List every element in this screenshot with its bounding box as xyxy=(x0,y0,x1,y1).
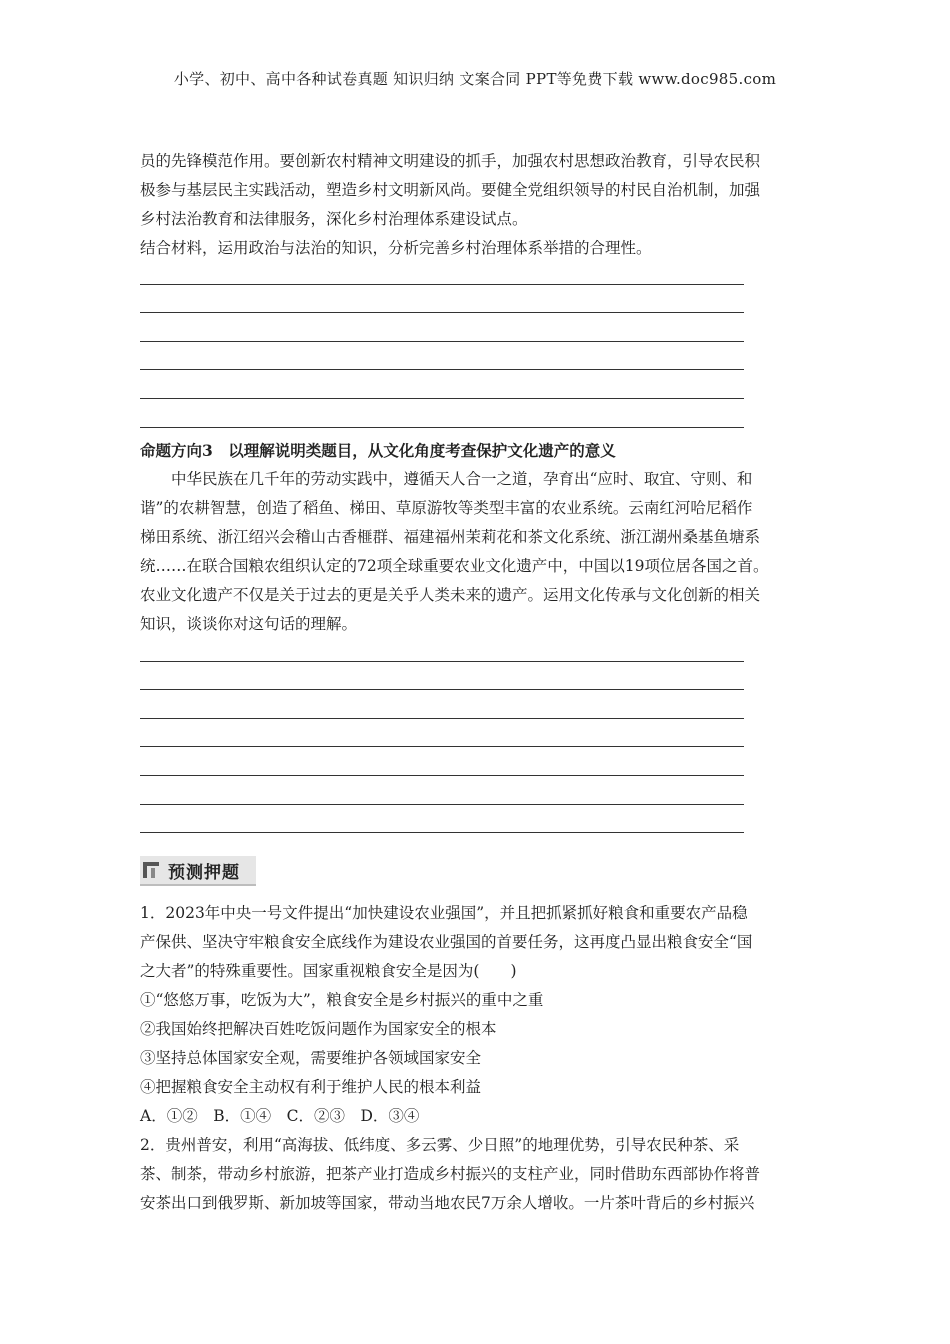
answer-line[interactable] xyxy=(140,256,744,285)
direction3-section xyxy=(140,436,812,639)
question-prompt: 知识，谈谈你对这句话的理解。 xyxy=(140,615,358,633)
option-item: ③坚持总体国家安全观，需要维护各领域国家安全 xyxy=(140,1049,482,1067)
question-1 xyxy=(140,899,812,1131)
answer-line[interactable] xyxy=(140,313,744,342)
question-stem-line: 之大者”的特殊重要性。国家重视粮食安全是因为( ) xyxy=(140,962,517,980)
page-header: 小学、初中、高中各种试卷真题 知识归纳 文案合同 PPT等免费下载 www.doc985.com xyxy=(173,70,777,88)
paragraph-line: 乡村法治教育和法律服务，深化乡村治理体系建设试点。 xyxy=(140,210,528,228)
option-item: ①“悠悠万事，吃饭为大”，粮食安全是乡村振兴的重中之重 xyxy=(140,991,544,1009)
question-prompt: 结合材料，运用政治与法治的知识，分析完善乡村治理体系举措的合理性。 xyxy=(140,239,652,257)
answer-line[interactable] xyxy=(140,776,744,805)
paragraph-line: 谐”的农耕智慧，创造了稻鱼、梯田、草原游牧等类型丰富的农业系统。云南红河哈尼稻作 xyxy=(140,499,753,517)
material-continuation xyxy=(140,147,812,263)
section-title: 预测押题 xyxy=(168,862,240,883)
section-marker-icon xyxy=(143,862,159,878)
answer-line[interactable] xyxy=(140,342,744,371)
answer-line[interactable] xyxy=(140,633,744,662)
paragraph-line: 统……在联合国粮农组织认定的72项全球重要农业文化遗产中，中国以19项位居各国之首。 xyxy=(140,557,769,575)
question-stem-line: 1．2023年中央一号文件提出“加快建设农业强国”，并且把抓紧抓好粮食和重要农产品稳 xyxy=(140,904,748,922)
answer-choices: A．①② B．①④ C．②③ D．③④ xyxy=(140,1107,420,1125)
question-stem-line: 安茶出口到俄罗斯、新加坡等国家，带动当地农民7万余人增收。一片茶叶背后的乡村振兴 xyxy=(140,1194,755,1212)
question-stem-line: 2．贵州普安，利用“高海拔、低纬度、多云雾、少日照”的地理优势，引导农民种茶、采 xyxy=(140,1136,740,1154)
answer-lines-1[interactable] xyxy=(140,256,744,428)
answer-line[interactable] xyxy=(140,690,744,719)
paragraph-line: 农业文化遗产不仅是关于过去的更是关乎人类未来的遗产。运用文化传承与文化创新的相关 xyxy=(140,586,761,604)
question-stem-line: 茶、制茶，带动乡村旅游，把茶产业打造成乡村振兴的支柱产业，同时借助东西部协作将普 xyxy=(140,1165,761,1183)
answer-line[interactable] xyxy=(140,805,744,834)
question-2 xyxy=(140,1131,812,1218)
answer-line[interactable] xyxy=(140,285,744,314)
answer-line[interactable] xyxy=(140,719,744,748)
direction3-heading: 命题方向3 以理解说明类题目，从文化角度考查保护文化遗产的意义 xyxy=(140,441,616,460)
paragraph-line: 极参与基层民主实践活动，塑造乡村文明新风尚。要健全党组织领导的村民自治机制，加强 xyxy=(140,181,761,199)
option-item: ②我国始终把解决百姓吃饭问题作为国家安全的根本 xyxy=(140,1020,497,1038)
answer-line[interactable] xyxy=(140,662,744,691)
answer-lines-2[interactable] xyxy=(140,633,744,833)
section-banner xyxy=(140,856,256,886)
answer-line[interactable] xyxy=(140,399,744,428)
paragraph-line: 梯田系统、浙江绍兴会稽山古香榧群、福建福州茉莉花和茶文化系统、浙江湖州桑基鱼塘系 xyxy=(140,528,761,546)
question-stem-line: 产保供、坚决守牢粮食安全底线作为建设农业强国的首要任务，这再度凸显出粮食安全“国 xyxy=(140,933,753,951)
answer-line[interactable] xyxy=(140,370,744,399)
option-item: ④把握粮食安全主动权有利于维护人民的根本利益 xyxy=(140,1078,482,1096)
answer-line[interactable] xyxy=(140,747,744,776)
paragraph-line: 中华民族在几千年的劳动实践中，遵循天人合一之道，孕育出“应时、取宜、守则、和 xyxy=(171,470,753,488)
paragraph-line: 员的先锋模范作用。要创新农村精神文明建设的抓手，加强农村思想政治教育，引导农民积 xyxy=(140,152,761,170)
